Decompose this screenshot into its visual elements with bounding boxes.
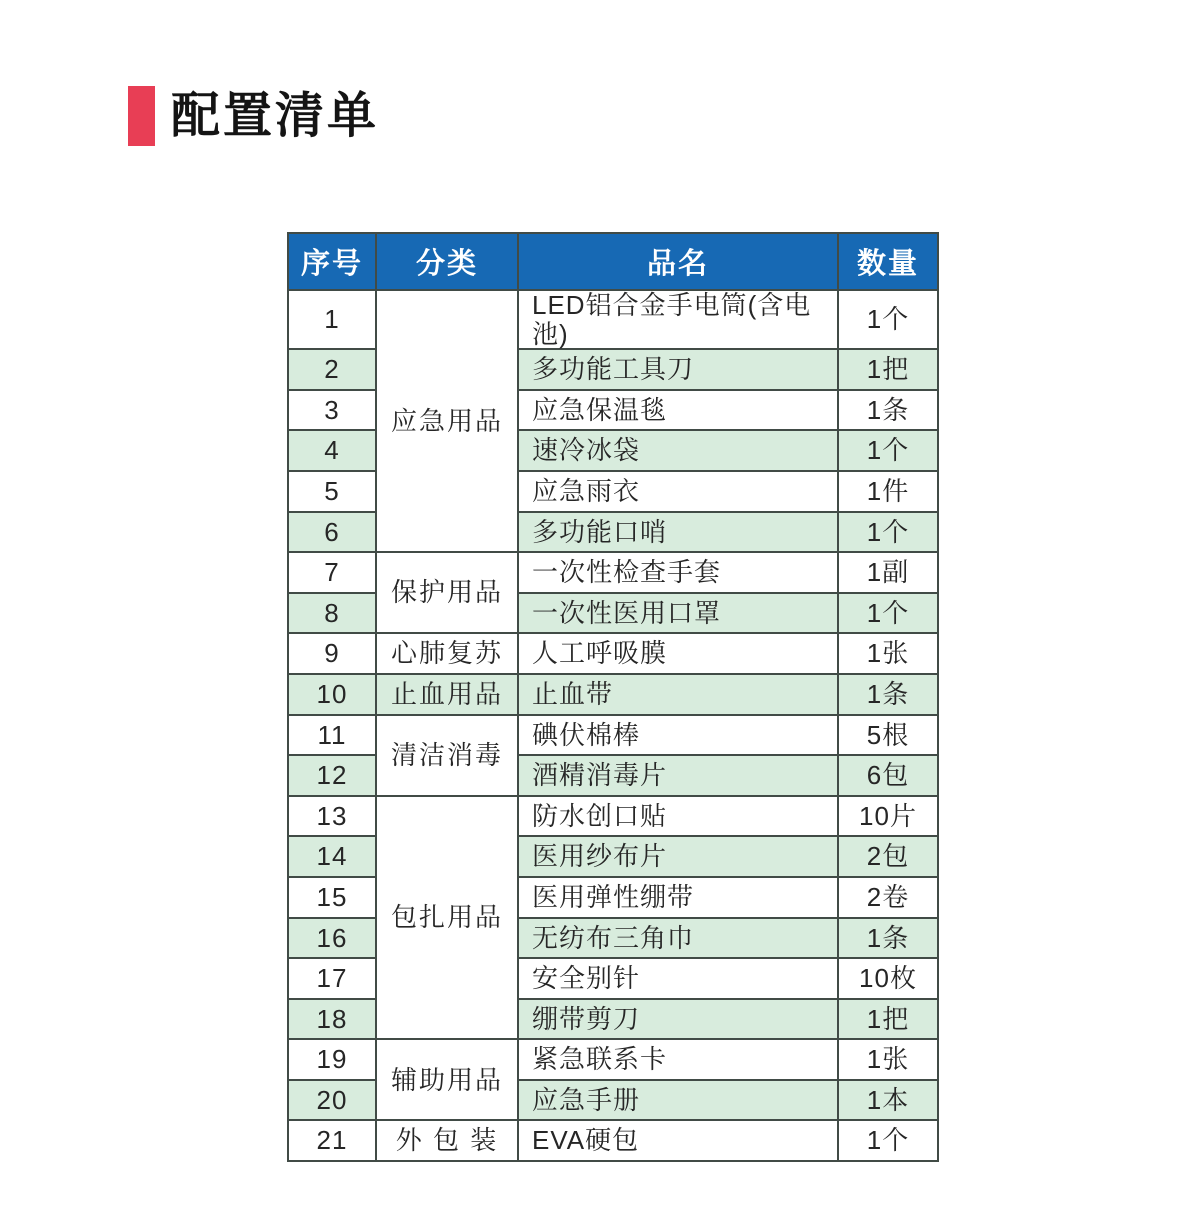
quantity-cell: 2卷 xyxy=(838,877,938,918)
category-cell: 心肺复苏 xyxy=(376,633,518,674)
row-number-cell: 2 xyxy=(288,349,376,390)
item-name-cell: 应急保温毯 xyxy=(518,390,838,431)
quantity-cell: 1把 xyxy=(838,349,938,390)
row-number-cell: 15 xyxy=(288,877,376,918)
quantity-cell: 1把 xyxy=(838,999,938,1040)
row-number-cell: 10 xyxy=(288,674,376,715)
table-row xyxy=(288,1120,938,1161)
quantity-cell: 1个 xyxy=(838,512,938,553)
quantity-cell: 1张 xyxy=(838,633,938,674)
row-number-cell: 19 xyxy=(288,1039,376,1080)
item-name-cell: 碘伏棉棒 xyxy=(518,715,838,756)
row-number-cell: 3 xyxy=(288,390,376,431)
header-row xyxy=(288,233,938,290)
quantity-cell: 1条 xyxy=(838,918,938,959)
quantity-cell: 2包 xyxy=(838,836,938,877)
row-number-cell: 20 xyxy=(288,1080,376,1121)
quantity-cell: 10片 xyxy=(838,796,938,837)
item-name-cell: 止血带 xyxy=(518,674,838,715)
row-number-cell: 13 xyxy=(288,796,376,837)
quantity-cell: 1件 xyxy=(838,471,938,512)
item-name-cell: 安全别针 xyxy=(518,958,838,999)
row-number-cell: 6 xyxy=(288,512,376,553)
row-number-cell: 5 xyxy=(288,471,376,512)
item-name-cell: 医用弹性绷带 xyxy=(518,877,838,918)
table-row xyxy=(288,715,938,756)
table-row xyxy=(288,796,938,837)
row-number-cell: 17 xyxy=(288,958,376,999)
row-number-cell: 18 xyxy=(288,999,376,1040)
item-name-cell: 应急雨衣 xyxy=(518,471,838,512)
item-name-cell: 防水创口贴 xyxy=(518,796,838,837)
row-number-cell: 21 xyxy=(288,1120,376,1161)
item-name-cell: 一次性检查手套 xyxy=(518,552,838,593)
row-number-cell: 8 xyxy=(288,593,376,634)
row-number-cell: 12 xyxy=(288,755,376,796)
item-name-cell: 人工呼吸膜 xyxy=(518,633,838,674)
header-qty: 数量 xyxy=(838,233,938,290)
item-name-cell: 一次性医用口罩 xyxy=(518,593,838,634)
row-number-cell: 14 xyxy=(288,836,376,877)
quantity-cell: 5根 xyxy=(838,715,938,756)
table-body xyxy=(288,290,938,1161)
config-list-table xyxy=(287,232,939,1162)
config-list-table-wrap xyxy=(287,232,937,1162)
section-title xyxy=(128,86,379,146)
table-row xyxy=(288,1039,938,1080)
item-name-cell: 酒精消毒片 xyxy=(518,755,838,796)
row-number-cell: 9 xyxy=(288,633,376,674)
table-header xyxy=(288,233,938,290)
header-name: 品名 xyxy=(518,233,838,290)
category-cell: 清洁消毒 xyxy=(376,715,518,796)
row-number-cell: 4 xyxy=(288,430,376,471)
item-name-cell: 紧急联系卡 xyxy=(518,1039,838,1080)
category-cell: 止血用品 xyxy=(376,674,518,715)
quantity-cell: 10枚 xyxy=(838,958,938,999)
item-name-cell: LED铝合金手电筒(含电池) xyxy=(518,290,838,349)
quantity-cell: 1副 xyxy=(838,552,938,593)
quantity-cell: 1张 xyxy=(838,1039,938,1080)
item-name-cell: 医用纱布片 xyxy=(518,836,838,877)
quantity-cell: 1个 xyxy=(838,593,938,634)
category-cell: 外 包 装 xyxy=(376,1120,518,1161)
header-category: 分类 xyxy=(376,233,518,290)
quantity-cell: 1条 xyxy=(838,674,938,715)
category-cell: 应急用品 xyxy=(376,290,518,552)
quantity-cell: 1本 xyxy=(838,1080,938,1121)
title-accent-bar xyxy=(128,86,155,146)
item-name-cell: 速冷冰袋 xyxy=(518,430,838,471)
row-number-cell: 1 xyxy=(288,290,376,349)
item-name-cell: 绷带剪刀 xyxy=(518,999,838,1040)
page-title: 配置清单 xyxy=(171,88,380,143)
item-name-cell: EVA硬包 xyxy=(518,1120,838,1161)
quantity-cell: 1条 xyxy=(838,390,938,431)
item-name-cell: 应急手册 xyxy=(518,1080,838,1121)
quantity-cell: 1个 xyxy=(838,290,938,349)
table-row xyxy=(288,674,938,715)
quantity-cell: 1个 xyxy=(838,430,938,471)
quantity-cell: 6包 xyxy=(838,755,938,796)
category-cell: 辅助用品 xyxy=(376,1039,518,1120)
table-row xyxy=(288,633,938,674)
row-number-cell: 7 xyxy=(288,552,376,593)
table-row xyxy=(288,552,938,593)
category-cell: 包扎用品 xyxy=(376,796,518,1040)
item-name-cell: 多功能工具刀 xyxy=(518,349,838,390)
header-no: 序号 xyxy=(288,233,376,290)
row-number-cell: 11 xyxy=(288,715,376,756)
quantity-cell: 1个 xyxy=(838,1120,938,1161)
row-number-cell: 16 xyxy=(288,918,376,959)
category-cell: 保护用品 xyxy=(376,552,518,633)
item-name-cell: 无纺布三角巾 xyxy=(518,918,838,959)
item-name-cell: 多功能口哨 xyxy=(518,512,838,553)
table-row xyxy=(288,290,938,349)
